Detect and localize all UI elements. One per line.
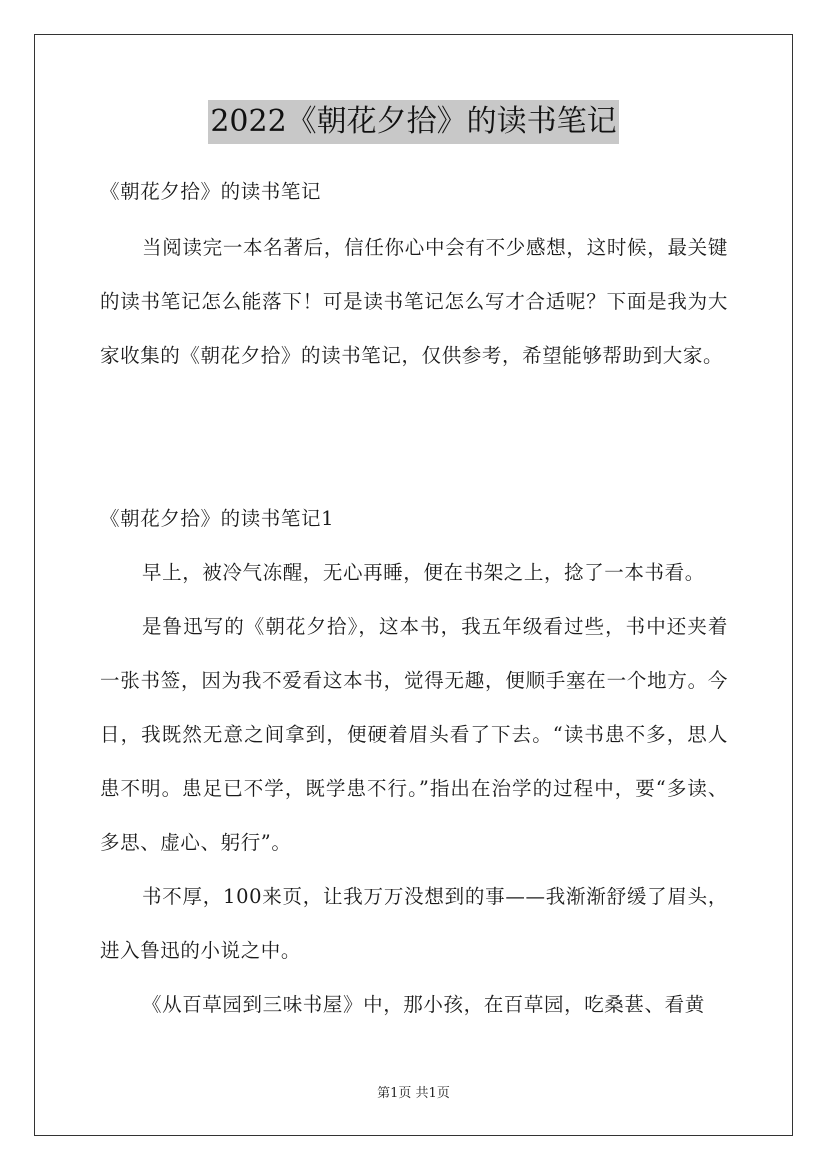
paragraph-3: 书不厚，100来页，让我万万没想到的事——我渐渐舒缓了眉头，进入鲁迅的小说之中。 <box>100 885 728 962</box>
section-heading: 《朝花夕拾》的读书笔记1 <box>100 507 335 530</box>
intro-paragraph-block <box>100 221 728 383</box>
section-body <box>100 546 728 1032</box>
intro-heading: 《朝花夕拾》的读书笔记 <box>100 180 322 203</box>
intro-paragraph: 当阅读完一本名著后，信任你心中会有不少感想，这时候，最关键的读书笔记怎么能落下！可是读书笔记怎么写才合适呢？下面是我为大家收集的《朝花夕拾》的读书笔记，仅供参考，希望能够帮助到大家。 <box>100 236 728 367</box>
document-title: 2022《朝花夕拾》的读书笔记 <box>208 100 618 144</box>
paragraph-1: 早上，被冷气冻醒，无心再睡，便在书架之上，捻了一本书看。 <box>142 561 705 584</box>
page-footer: 第1页 共1页 <box>377 1086 450 1101</box>
paragraph-2: 是鲁迅写的《朝花夕拾》，这本书，我五年级看过些，书中还夹着一张书签，因为我不爱看这本书，觉得无趣，便顺手塞在一个地方。今日，我既然无意之间拿到，便硬着眉头看了下去。“读书患不多，思人患不明。患足已不学，既学患不行。”指出在治学的过程中，要“多读、多思、虚心、躬行”。 <box>100 615 728 854</box>
paragraph-4: 《从百草园到三味书屋》中，那小孩，在百草园，吃桑葚、看黄 <box>142 993 705 1016</box>
title-container <box>0 100 827 144</box>
